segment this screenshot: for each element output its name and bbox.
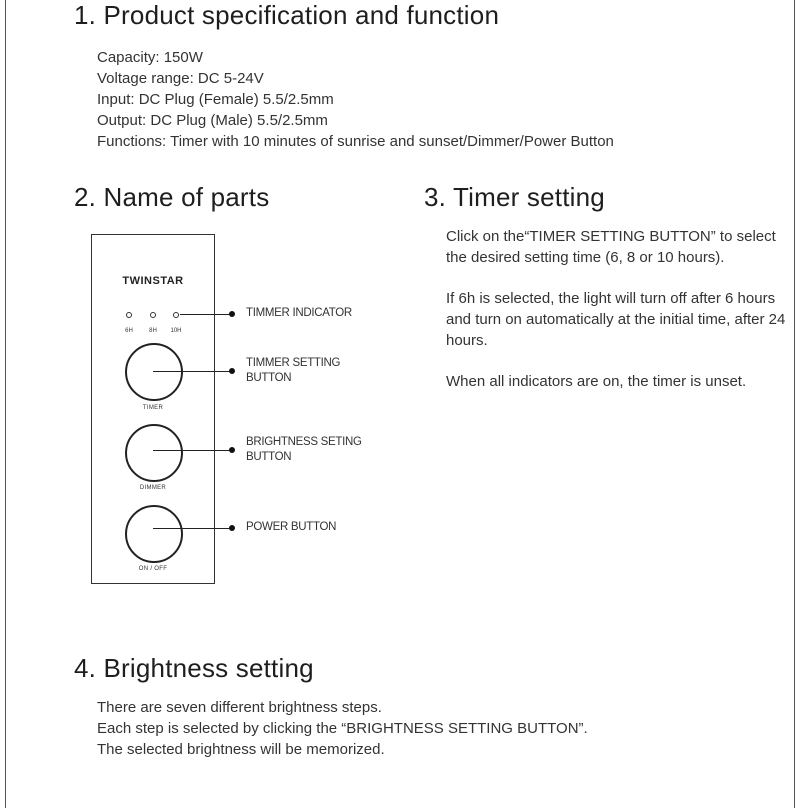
leader-line-timer [153,371,232,372]
callout-timer-button [246,356,340,386]
indicator-label-6h: 6H [125,328,133,334]
spec-output: Output: DC Plug (Male) 5.5/2.5mm [97,112,328,129]
timer-knob[interactable] [125,343,183,401]
section4-heading: 4. Brightness setting [74,653,314,683]
callout-timer-indicator [246,306,352,321]
indicator-label-8h: 8H [149,328,157,334]
indicator-10h [173,312,179,318]
dimmer-knob[interactable] [125,424,183,482]
brightness-line-1: There are seven different brightness steps. [97,699,382,716]
brightness-instructions [97,697,588,760]
timer-paragraph-1: Click on the“TIMER SETTING BUTTON” to select the desired setting time (6, 8 or 10 hours). [446,228,776,266]
power-knob[interactable] [125,505,183,563]
section1-heading: 1. Product specification and function [74,0,500,30]
timer-paragraph-3: When all indicators are on, the timer is unset. [446,373,747,390]
callout-brightness-button-line1: BRIGHTNESS SETING [246,436,362,448]
spec-voltage: Voltage range: DC 5-24V [97,70,264,87]
leader-dot-indicator [229,311,235,317]
leader-dot-power [229,525,235,531]
leader-line-indicator [180,314,232,315]
timer-paragraph-2: If 6h is selected, the light will turn off after 6 hours and turn on automatically at the initial time, after 24 hours. [446,290,786,349]
section3-heading: 3. Timer setting [424,182,605,212]
callout-power-button-line: POWER BUTTON [246,521,337,533]
timer-instructions [446,226,791,412]
device-brand: TWINSTAR [122,275,184,287]
leader-line-brightness [153,450,232,451]
callout-brightness-button [246,435,362,465]
leader-line-power [153,528,232,529]
callout-timer-button-line2: BUTTON [246,372,292,384]
spec-capacity: Capacity: 150W [97,49,203,66]
callout-brightness-button-line2: BUTTON [246,451,292,463]
power-knob-label: ON / OFF [138,566,168,572]
callout-timer-indicator-line: TIMMER INDICATOR [246,307,352,319]
indicator-6h [126,312,132,318]
leader-dot-timer [229,368,235,374]
section2-heading: 2. Name of parts [74,182,270,212]
spec-list [97,47,614,152]
dimmer-knob-label: DIMMER [139,485,167,491]
callout-timer-button-line1: TIMMER SETTING [246,357,341,369]
spec-input: Input: DC Plug (Female) 5.5/2.5mm [97,91,334,108]
callout-power-button [246,520,336,535]
indicator-8h [150,312,156,318]
spec-functions: Functions: Timer with 10 minutes of sunrise and sunset/Dimmer/Power Button [97,133,614,150]
brightness-line-2: Each step is selected by clicking the “BRIGHTNESS SETTING BUTTON”. [97,720,588,737]
controller-device [91,234,215,584]
indicator-label-10h: 10H [170,328,182,334]
leader-dot-brightness [229,447,235,453]
timer-knob-label: TIMER [142,405,164,411]
brightness-line-3: The selected brightness will be memorized. [97,741,385,758]
